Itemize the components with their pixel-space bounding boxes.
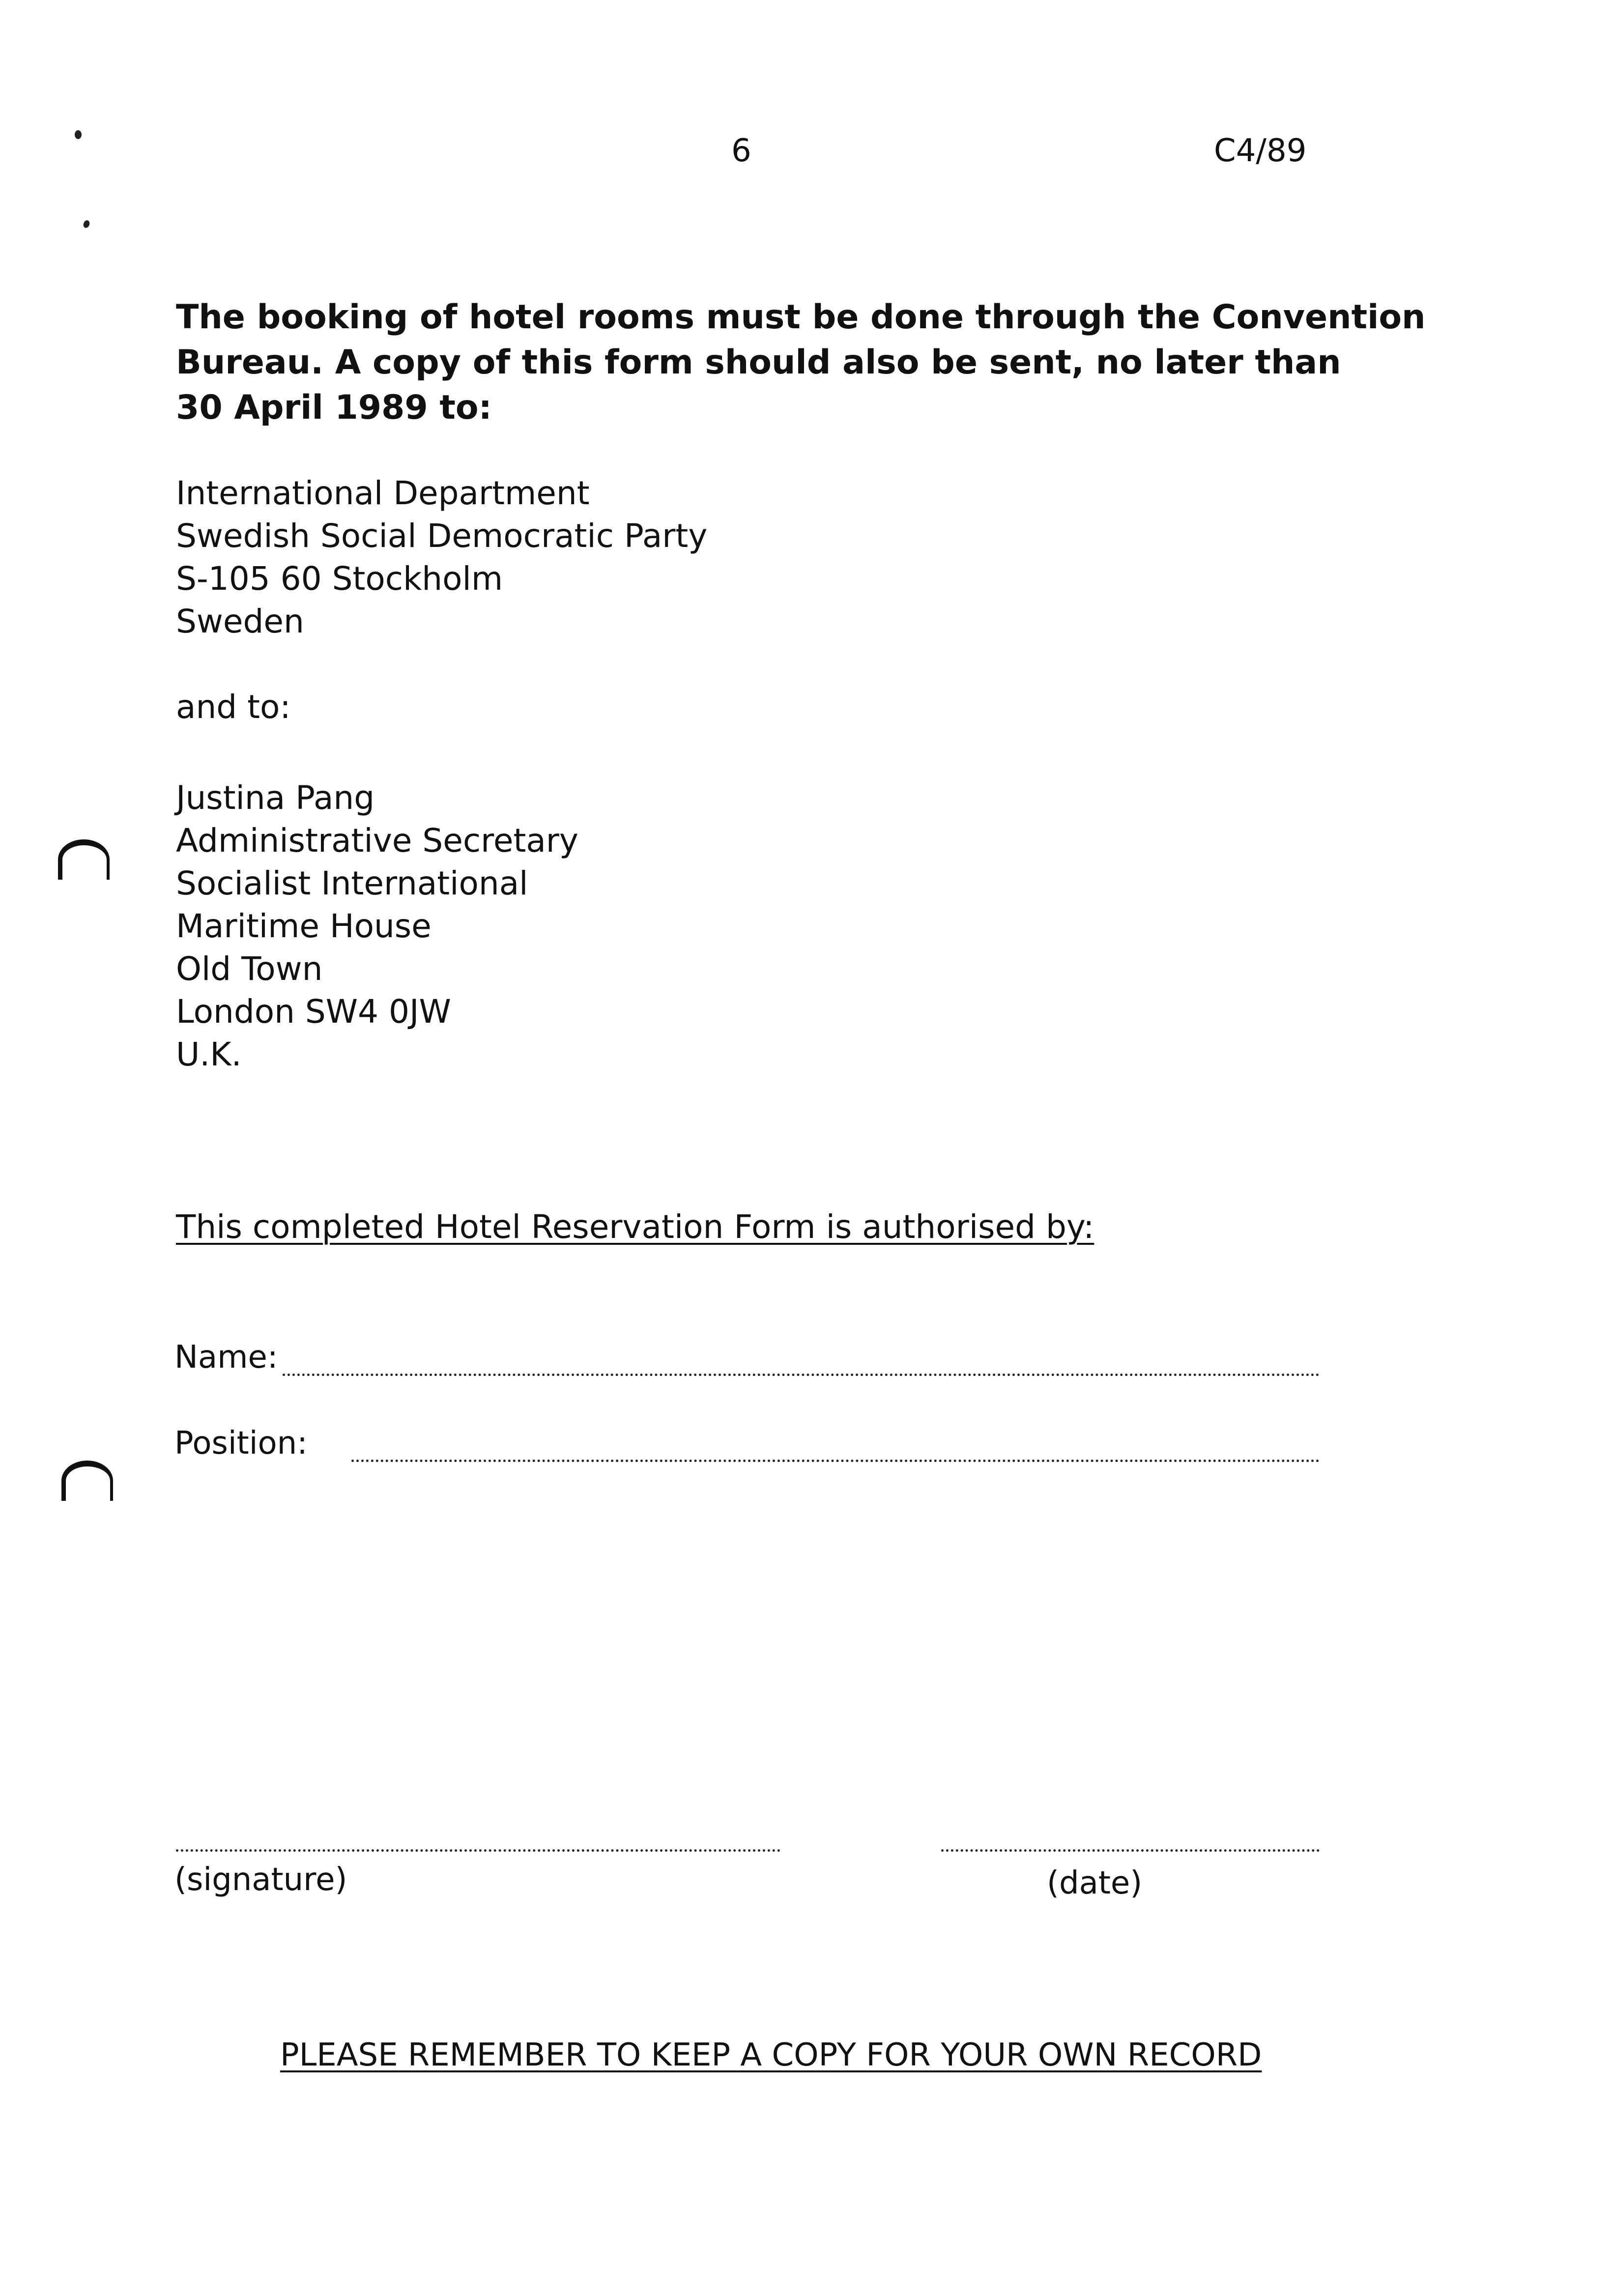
address-stockholm (176, 472, 707, 643)
address-line: London SW4 0JW (176, 993, 451, 1031)
reminder-notice: PLEASE REMEMBER TO KEEP A COPY FOR YOUR OWN RECORD (280, 2037, 1262, 2073)
address-line: S-105 60 Stockholm (176, 560, 503, 598)
name-field[interactable] (283, 1374, 1320, 1376)
address-line: Swedish Social Democratic Party (176, 517, 708, 555)
signature-field[interactable] (176, 1849, 780, 1852)
date-caption: (date) (1047, 1865, 1143, 1901)
page-number: 6 (731, 133, 751, 169)
punch-hole-mark (58, 839, 110, 880)
address-line: U.K. (176, 1035, 242, 1073)
date-field[interactable] (941, 1849, 1320, 1852)
address-line: Administrative Secretary (176, 822, 578, 860)
address-line: Justina Pang (176, 779, 375, 817)
scan-speck (83, 219, 91, 229)
document-reference: C4/89 (1214, 133, 1307, 169)
intro-line: 30 April 1989 to: (176, 388, 492, 427)
name-label: Name: (174, 1339, 278, 1376)
intro-line: Bureau. A copy of this form should also be sent, no later than (176, 343, 1341, 382)
position-label: Position: (174, 1425, 308, 1462)
address-line: Maritime House (176, 907, 432, 945)
address-london (176, 776, 578, 1076)
scan-speck (75, 130, 82, 139)
address-line: Socialist International (176, 864, 528, 902)
punch-hole-mark (61, 1461, 113, 1501)
signature-caption: (signature) (174, 1862, 347, 1898)
and-to-text: and to: (176, 688, 291, 726)
authorisation-heading: This completed Hotel Reservation Form is authorised by: (176, 1208, 1094, 1246)
address-line: Sweden (176, 603, 304, 640)
intro-line: The booking of hotel rooms must be done through the Convention (176, 298, 1426, 337)
address-line: International Department (176, 474, 590, 512)
address-line: Old Town (176, 950, 323, 988)
position-field[interactable] (351, 1460, 1320, 1462)
intro-paragraph (176, 295, 1426, 430)
